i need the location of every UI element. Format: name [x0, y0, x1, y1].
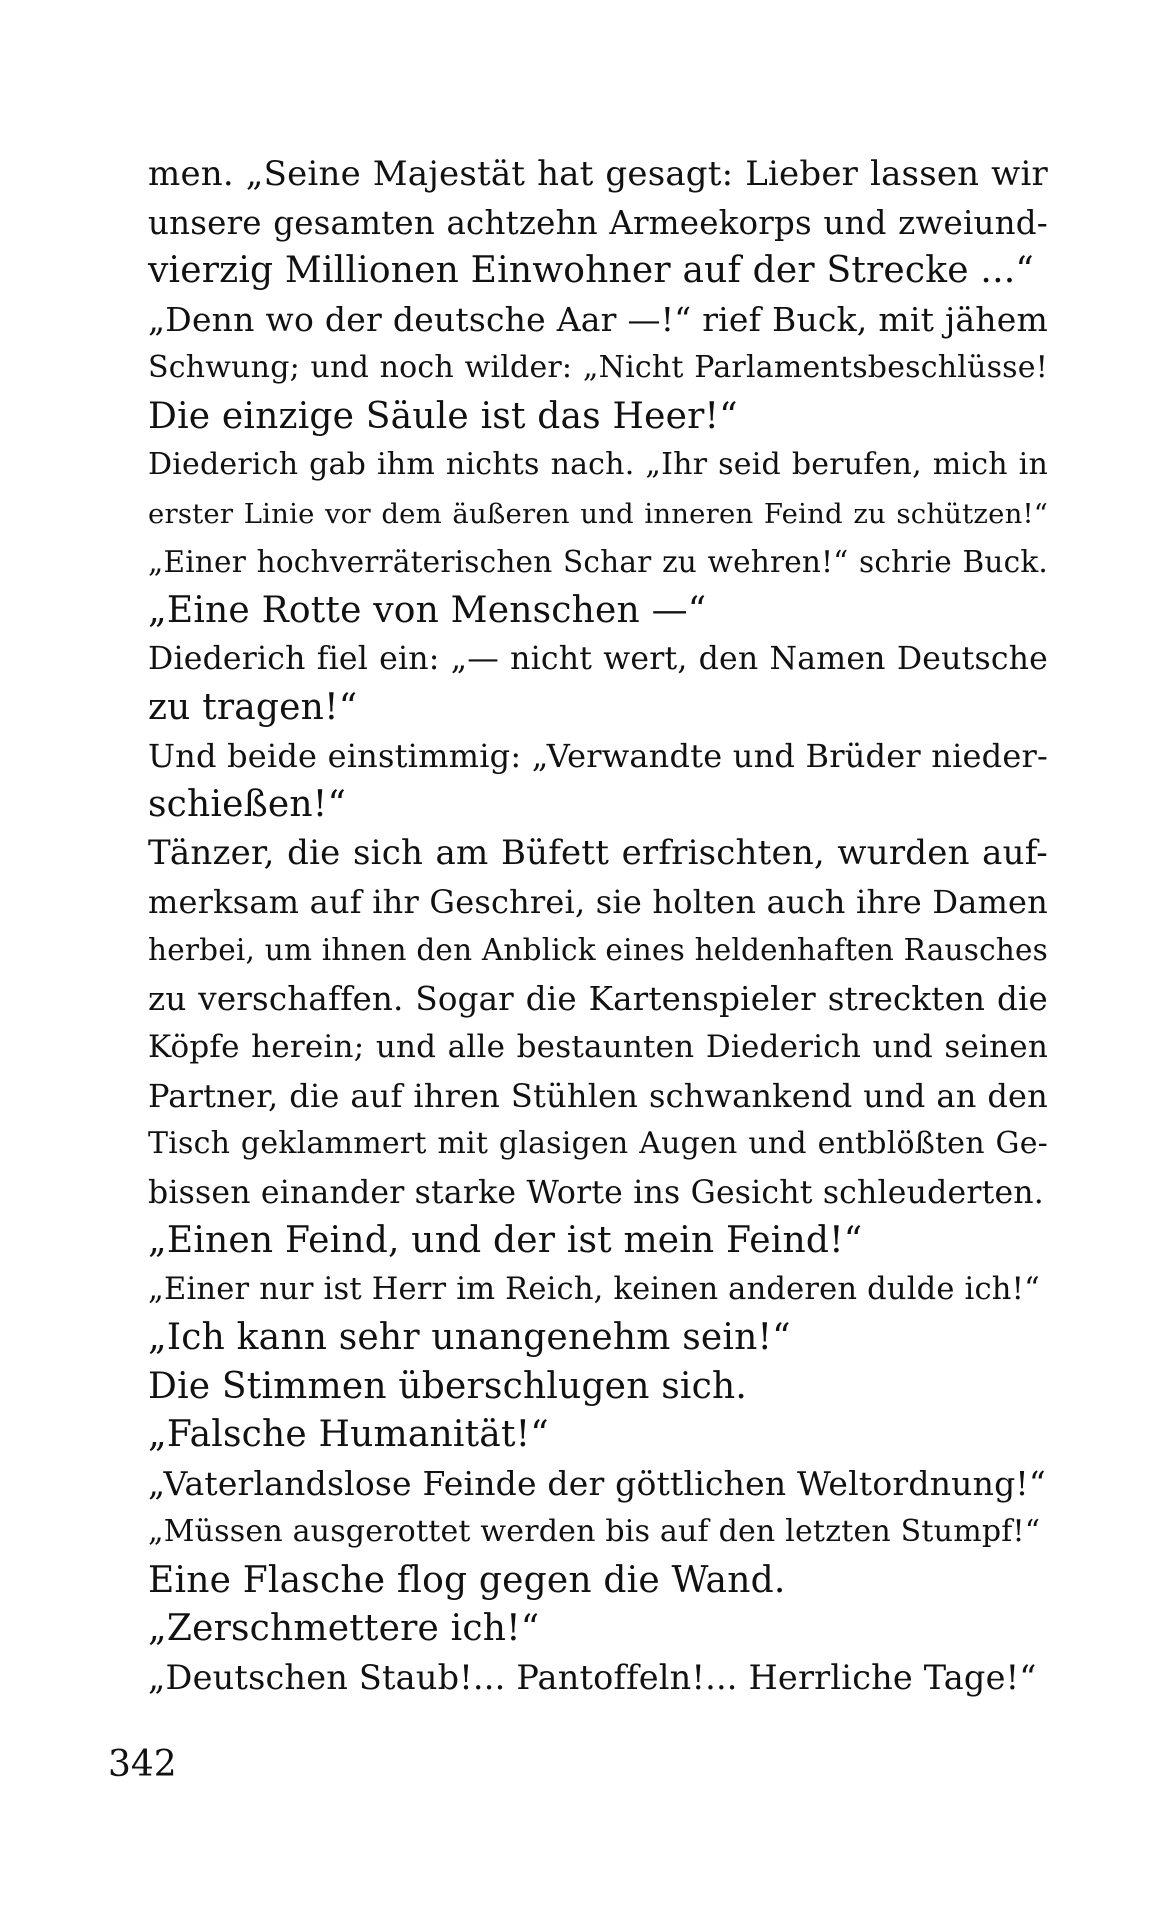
text-line-21: Tisch geklammert mit glasigen Augen und entblößten Ge- [148, 1126, 1048, 1161]
text-line-19: Köpfe herein; und alle bestaunten Diederich und seinen [148, 1029, 1048, 1065]
text-line-2: unsere gesamten achtzehn Armeekorps und zweiund- [148, 203, 1048, 242]
text-line-9: „Einer hochverräterischen Schar zu wehren!“ schrie Buck. [148, 545, 1048, 579]
text-line-15: Tänzer, die sich am Büfett erfrischten, wurden auf- [148, 833, 1048, 873]
text-line-5: Schwung; und noch wilder: „Nicht Parlamentsbeschlüsse! [148, 350, 1048, 385]
text-line-10: „Eine Rotte von Menschen —“ [148, 589, 707, 631]
text-line-30: Eine Flasche flog gegen die Wand. [148, 1559, 786, 1601]
text-line-16: merksam auf ihr Geschrei, sie holten auch ihre Damen [148, 882, 1048, 921]
text-line-31: „Zerschmettere ich!“ [148, 1608, 540, 1649]
text-line-1: men. „Seine Majestät hat gesagt: Lieber lassen wir [148, 154, 1048, 194]
text-line-12: zu tragen!“ [148, 686, 358, 728]
text-line-13: Und beide einstimmig: „Verwandte und Brüder nieder- [148, 737, 1048, 775]
text-line-27: „Falsche Humanität!“ [148, 1414, 549, 1455]
text-line-24: „Einer nur ist Herr im Reich, keinen anderen dulde ich!“ [148, 1271, 1040, 1307]
text-line-8: erster Linie vor dem äußeren und inneren Feind zu schützen!“ [148, 497, 1048, 530]
text-line-7: Diederich gab ihm nichts nach. „Ihr seid berufen, mich in [148, 447, 1048, 482]
text-line-32: „Deutschen Staub!... Pantoffeln!... Herrliche Tage!“ [148, 1657, 1037, 1697]
text-line-28: „Vaterlandslose Feinde der göttlichen Weltordnung!“ [148, 1463, 1046, 1503]
page-number: 342 [108, 1744, 177, 1785]
text-line-3: vierzig Millionen Einwohner auf der Strecke ...“ [148, 250, 1034, 291]
text-line-26: Die Stimmen überschlugen sich. [148, 1365, 747, 1407]
text-line-14: schießen!“ [148, 783, 347, 825]
text-line-23: „Einen Feind, und der ist mein Feind!“ [148, 1220, 863, 1261]
text-line-18: zu verschaffen. Sogar die Kartenspieler streckten die [148, 979, 1048, 1018]
text-line-22: bissen einander starke Worte ins Gesicht schleuderten. [148, 1174, 1044, 1211]
text-line-4: „Denn wo der deutsche Aar —!“ rief Buck, mit jähem [148, 299, 1048, 339]
text-line-11: Diederich fiel ein: „— nicht wert, den Namen Deutsche [148, 641, 1048, 677]
text-line-17: herbei, um ihnen den Anblick eines heldenhaften Rausches [148, 933, 1048, 967]
text-line-25: „Ich kann sehr unangenehm sein!“ [148, 1317, 791, 1358]
text-line-20: Partner, die auf ihren Stühlen schwankend und an den [148, 1076, 1048, 1115]
text-line-29: „Müssen ausgerottet werden bis auf den letzten Stumpf!“ [148, 1514, 1041, 1549]
body-text [148, 150, 1048, 1702]
text-line-6: Die einzige Säule ist das Heer!“ [148, 395, 738, 437]
